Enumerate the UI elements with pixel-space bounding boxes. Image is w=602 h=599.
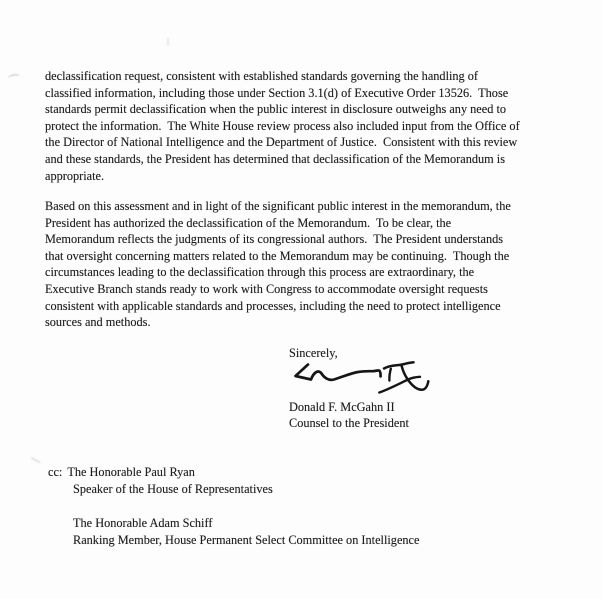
body-line: the Director of National Intelligence and the Department of Justice. Consistent with this review [45, 135, 518, 150]
scan-artifact [8, 73, 21, 81]
body-line: Memorandum reflects the judgments of its congressional authors. The President understands [45, 232, 504, 247]
body-line: protect the information. The White House review process also included input from the Office of [45, 118, 520, 133]
body-line: sources and methods. [45, 315, 151, 330]
cc-recipient-name: The Honorable Paul Ryan [67, 465, 195, 479]
body-line: appropriate. [45, 168, 105, 183]
signer-name: Donald F. McGahn II [289, 400, 395, 414]
scan-artifact [29, 457, 40, 466]
cc-recipient-title: Speaker of the House of Representatives [73, 482, 273, 496]
body-line: declassification request, consistent with established standards governing the handling of [45, 69, 479, 83]
body-line: and these standards, the President has determined that declassification of the Memorandum is [45, 151, 505, 166]
scan-artifact [167, 38, 169, 46]
body-line: classified information, including those under Section 3.1(d) of Executive Order 13526. Those [45, 85, 509, 100]
signature-block [289, 399, 409, 431]
body-line: circumstances leading to the declassification through this process are extraordinary, the [45, 265, 475, 280]
body-line: Executive Branch stands ready to work with Congress to accommodate oversight requests [45, 281, 488, 296]
body-line: President has authorized the declassification of the Memorandum. To be clear, the [45, 215, 452, 230]
cc-recipient-title: Ranking Member, House Permanent Select Committee on Intelligence [73, 533, 420, 547]
signer-title: Counsel to the President [289, 416, 409, 431]
cc-blank-line [48, 498, 419, 515]
body-line: consistent with applicable standards and processes, including the need to protect intelligence [45, 298, 501, 313]
body-line: that oversight concerning matters related to the Memorandum may be continuing. Though the [45, 248, 510, 263]
closing-salutation: Sincerely, [289, 346, 338, 360]
body-line: Based on this assessment and in light of the significant public interest in the memorandum, the [45, 199, 511, 213]
mcgahn-signature-icon [288, 358, 434, 398]
cc-line-first [48, 464, 419, 481]
cc-block [48, 464, 419, 549]
paragraph-declassification-standards [45, 68, 520, 184]
paragraph-authorization [45, 198, 511, 331]
cc-recipient-name: The Honorable Adam Schiff [73, 516, 213, 530]
body-line: standards permit declassification when the public interest in disclosure outweighs any need to [45, 102, 507, 117]
cc-label: cc: [48, 465, 63, 479]
